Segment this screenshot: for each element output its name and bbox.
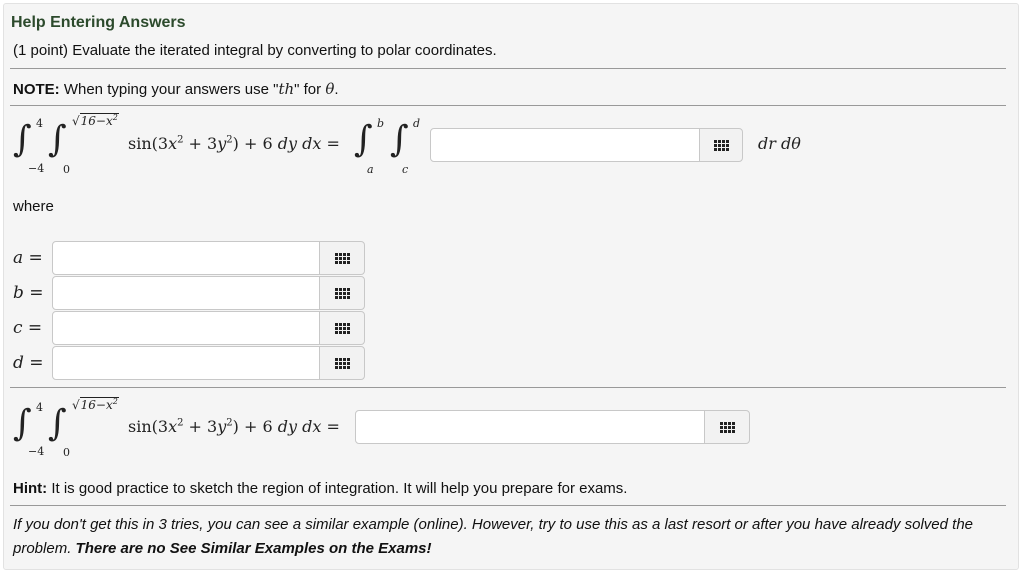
inner-upper-limit: $√16-x^2$: [72, 113, 118, 128]
divider: [10, 387, 1006, 388]
outer-integral-sign: ∫: [13, 119, 32, 160]
where-label: where: [13, 198, 54, 215]
problem-intro: (1 point) Evaluate the iterated integral by converting to polar coordinates.: [13, 42, 497, 59]
polar-inner-integral-sign: ∫: [390, 119, 409, 160]
integral-value-input[interactable]: [355, 410, 705, 444]
equation-editor-button[interactable]: [699, 128, 743, 162]
variable-d-editor-button[interactable]: [319, 346, 365, 380]
divider: [10, 68, 1006, 69]
polar-inner-upper-limit: d: [413, 117, 421, 130]
grid-icon: [335, 323, 350, 334]
variable-c-label: c =: [13, 318, 43, 338]
grid-icon: [335, 288, 350, 299]
note-theta: θ: [325, 80, 335, 98]
footer-bold: There are no See Similar Examples on the Exams!: [75, 540, 432, 557]
variable-b-input[interactable]: [52, 276, 320, 310]
outer-upper-limit-2: 4: [36, 401, 43, 414]
variable-b-label: b =: [13, 283, 44, 303]
integrand: $\sin(3x^2 + 3y^2) + 6$ dy dx =: [128, 134, 340, 153]
polar-outer-upper-limit: b: [377, 117, 385, 130]
polar-outer-integral-sign: ∫: [354, 119, 373, 160]
outer-upper-limit: 4: [36, 117, 43, 130]
note-mid: " for: [294, 81, 326, 98]
note-line: [13, 80, 339, 98]
divider: [10, 505, 1006, 506]
divider: [10, 105, 1006, 106]
variable-a-editor-button[interactable]: [319, 241, 365, 275]
outer-lower-limit-2: −4: [28, 445, 45, 458]
grid-icon: [720, 422, 735, 433]
polar-differentials: dr dθ: [758, 134, 801, 153]
integrand-2: $\sin(3x^2 + 3y^2) + 6$ dy dx =: [128, 417, 340, 436]
help-entering-answers-link[interactable]: Help Entering Answers: [11, 14, 186, 31]
inner-lower-limit-2: 0: [63, 446, 70, 459]
variable-c-editor-button[interactable]: [319, 311, 365, 345]
hint-line: [13, 480, 627, 497]
variable-b-editor-button[interactable]: [319, 276, 365, 310]
grid-icon: [714, 140, 729, 151]
grid-icon: [335, 253, 350, 264]
variable-d-input[interactable]: [52, 346, 320, 380]
inner-upper-limit-2: $√16-x^2$: [72, 397, 118, 412]
note-label: NOTE:: [13, 81, 60, 98]
hint-text: It is good practice to sketch the region of integration. It will help you prepare for exams.: [47, 480, 628, 497]
note-end: .: [334, 81, 339, 98]
variable-a-label: a =: [13, 248, 43, 268]
grid-icon: [335, 358, 350, 369]
note-th: th: [278, 80, 295, 98]
outer-integral-sign-2: ∫: [13, 403, 32, 444]
polar-outer-lower-limit: a: [367, 163, 374, 176]
inner-integral-sign: ∫: [48, 119, 67, 160]
footer-text: If you don't get this in 3 tries, you can see a similar example (online). However, try to use this as a last resort or after you have already solved the problem.: [13, 516, 973, 557]
polar-inner-lower-limit: c: [402, 163, 409, 176]
similar-example-note: [13, 513, 998, 561]
inner-lower-limit: 0: [63, 163, 70, 176]
variable-a-input[interactable]: [52, 241, 320, 275]
variable-d-label: d =: [13, 353, 44, 373]
outer-lower-limit: −4: [28, 162, 45, 175]
variable-c-input[interactable]: [52, 311, 320, 345]
integrand-answer-input[interactable]: [430, 128, 700, 162]
hint-label: Hint:: [13, 480, 48, 497]
note-text: When typing your answers use ": [59, 81, 279, 98]
inner-integral-sign-2: ∫: [48, 403, 67, 444]
integral-value-editor-button[interactable]: [704, 410, 750, 444]
